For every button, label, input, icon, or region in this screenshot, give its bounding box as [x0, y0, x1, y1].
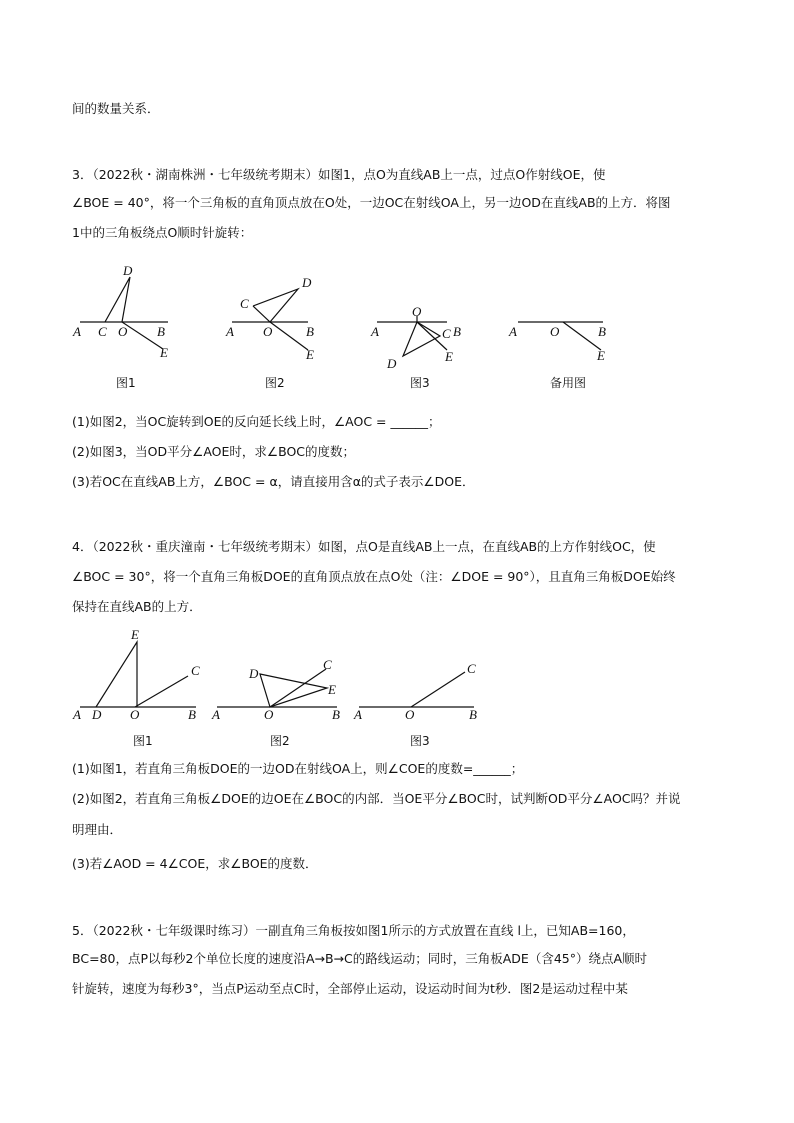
- q3-caption-1: 图1: [116, 376, 136, 390]
- q4-figure-2: [211, 657, 340, 748]
- svg-text:E: E: [445, 349, 453, 364]
- svg-text:A: A: [73, 707, 81, 722]
- q4-sub2a: (2)如图2，若直角三角板∠DOE的边OE在∠BOC的内部．当OE平分∠BOC时，试判断OD平分∠AOC吗？并说: [72, 791, 681, 806]
- q5-line3: 针旋转，速度为每秒3°，当点P运动至点C时，全部停止运动，设运动时间为t秒．图2是运动过程中某: [72, 981, 628, 996]
- q3-sub2: (2)如图3，当OD平分∠AOE时，求∠BOC的度数；: [72, 444, 356, 459]
- svg-text:O: O: [412, 304, 422, 319]
- svg-text:E: E: [328, 682, 336, 697]
- q3-caption-2: 图2: [265, 376, 285, 390]
- q4-line2: ∠BOC = 30°，将一个直角三角板DOE的直角顶点放在点O处（注：∠DOE = 90°），且直角三角板DOE始终: [72, 569, 676, 584]
- q3-figure-backup: [508, 322, 606, 390]
- q3-caption-3: 图3: [410, 376, 430, 390]
- svg-text:A: A: [73, 324, 81, 339]
- svg-text:C: C: [240, 296, 249, 311]
- svg-text:C: C: [323, 657, 332, 672]
- q3-sub3: (3)若OC在直线AB上方，∠BOC = α，请直接用含α的式子表示∠DOE．: [72, 474, 475, 489]
- svg-text:A: A: [212, 707, 220, 722]
- q3-caption-backup: 备用图: [550, 376, 587, 390]
- svg-text:E: E: [160, 345, 168, 360]
- svg-text:E: E: [306, 347, 314, 362]
- svg-text:C: C: [191, 663, 200, 678]
- svg-text:B: B: [469, 707, 477, 722]
- svg-text:B: B: [188, 707, 196, 722]
- svg-text:E: E: [597, 348, 605, 363]
- svg-text:D: D: [302, 275, 312, 290]
- q3-line1: 3．（2022秋・湖南株洲・七年级统考期末）如图1，点O为直线AB上一点，过点O作射线OE，使: [72, 167, 606, 182]
- svg-text:D: D: [123, 263, 133, 278]
- q4-sub1: (1)如图1，若直角三角板DOE的一边OD在射线OA上，则∠COE的度数=______；: [72, 761, 524, 776]
- q4-caption-2: 图2: [270, 734, 290, 748]
- svg-text:O: O: [130, 707, 140, 722]
- svg-text:B: B: [598, 324, 606, 339]
- svg-text:O: O: [263, 324, 273, 339]
- q3-figure-2: [225, 275, 314, 390]
- svg-text:B: B: [332, 707, 340, 722]
- svg-text:C: C: [442, 326, 451, 341]
- q5-line1: 5．（2022秋・七年级课时练习）一副直角三角板按如图1所示的方式放置在直线 l上，已知AB=160，: [72, 923, 635, 938]
- q5-line2: BC=80，点P以每秒2个单位长度的速度沿A→B→C的路线运动；同时，三角板ADE（含45°）绕点A顺时: [72, 951, 648, 966]
- q4-figure-3: [353, 661, 477, 748]
- q3-figures: [60, 256, 660, 405]
- q4-caption-1: 图1: [133, 734, 153, 748]
- q4-figures: [60, 622, 500, 756]
- svg-text:O: O: [264, 707, 274, 722]
- svg-text:B: B: [306, 324, 314, 339]
- q3-line2: ∠BOE = 40°，将一个三角板的直角顶点放在O处，一边OC在射线OA上，另一边OD在直线AB的上方．将图: [72, 195, 671, 210]
- q3-sub1: (1)如图2，当OC旋转到OE的反向延长线上时，∠AOC = ______；: [72, 414, 441, 429]
- svg-text:A: A: [509, 324, 517, 339]
- svg-text:D: D: [387, 356, 397, 371]
- svg-text:A: A: [371, 324, 379, 339]
- q3-figure-1: [72, 263, 168, 390]
- svg-text:B: B: [453, 324, 461, 339]
- svg-text:O: O: [550, 324, 560, 339]
- svg-text:O: O: [118, 324, 128, 339]
- q3-line3: 1中的三角板绕点O顺时针旋转：: [72, 225, 253, 240]
- svg-text:O: O: [405, 707, 415, 722]
- svg-text:C: C: [467, 661, 476, 676]
- svg-text:C: C: [98, 324, 107, 339]
- svg-text:E: E: [131, 627, 139, 642]
- q3-figure-3: [370, 304, 461, 390]
- q4-sub3: (3)若∠AOD = 4∠COE，求∠BOE的度数．: [72, 856, 318, 871]
- svg-text:A: A: [226, 324, 234, 339]
- q4-line1: 4．（2022秋・重庆潼南・七年级统考期末）如图，点O是直线AB上一点，在直线AB的上方作射线OC，使: [72, 539, 656, 554]
- q4-caption-3: 图3: [410, 734, 430, 748]
- svg-text:B: B: [157, 324, 165, 339]
- q4-figure-1: [72, 627, 200, 748]
- q4-sub2b: 明理由．: [72, 822, 123, 837]
- q4-line3: 保持在直线AB的上方．: [72, 599, 202, 614]
- svg-text:D: D: [249, 666, 259, 681]
- svg-text:D: D: [92, 707, 102, 722]
- svg-text:A: A: [354, 707, 362, 722]
- intro-tail: 间的数量关系．: [72, 101, 160, 116]
